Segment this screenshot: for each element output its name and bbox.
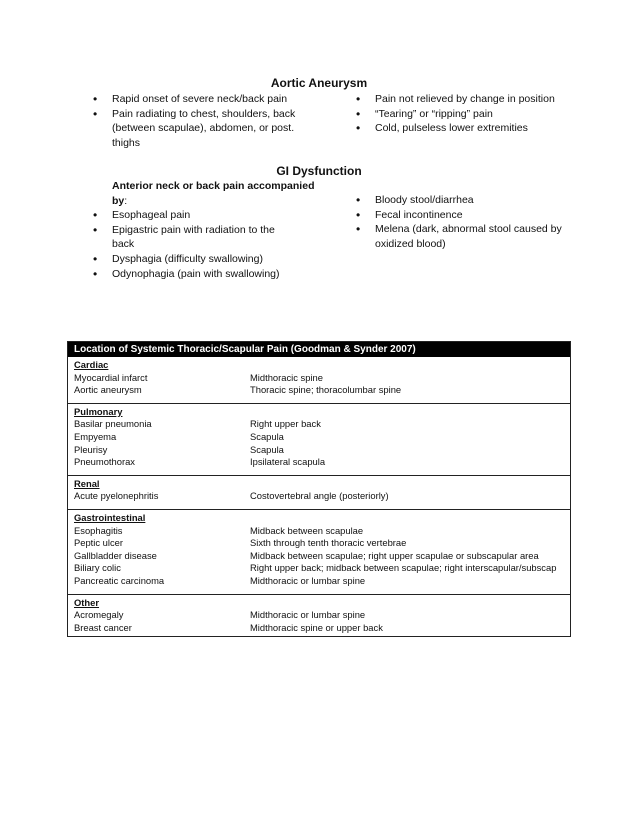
group-title: Gastrointestinal	[74, 511, 146, 523]
aortic-right-list	[356, 92, 571, 136]
group-title: Other	[74, 596, 100, 608]
table-row: Esophagitis Midback between scapulae	[74, 524, 364, 536]
list-item: • Fecal incontinence	[356, 208, 571, 223]
list-item: • Rapid onset of severe neck/back pain	[93, 92, 311, 107]
aortic-left-list	[93, 92, 311, 150]
table-row: Basilar pneumonia Right upper back	[74, 418, 321, 430]
list-item: • “Tearing” or “ripping” pain	[356, 107, 571, 122]
list-item: • Pain not relieved by change in position	[356, 92, 571, 107]
list-item: • Cold, pulseless lower extremities	[356, 121, 571, 136]
group-pulmonary	[68, 404, 570, 476]
table-title: Location of Systemic Thoracic/Scapular Pain (Goodman & Synder 2007)	[68, 342, 570, 357]
list-item: • Dysphagia (difficulty swallowing)	[93, 252, 298, 267]
table-row: Acute pyelonephritis Costovertebral angle (posteriorly)	[74, 490, 389, 502]
table-row: Breast cancer Midthoracic spine or upper back	[74, 621, 383, 633]
list-item: • Odynophagia (pain with swallowing)	[93, 267, 298, 282]
table-row: Empyema Scapula	[74, 430, 284, 442]
list-item: • Melena (dark, abnormal stool caused by oxidized blood)	[356, 222, 571, 251]
aortic-aneurysm-heading: Aortic Aneurysm	[270, 76, 368, 90]
table-row: Acromegaly Midthoracic or lumbar spine	[74, 609, 366, 621]
list-item: • Epigastric pain with radiation to the back	[93, 223, 298, 252]
group-title: Cardiac	[74, 359, 109, 370]
list-item: • Bloody stool/diarrhea	[356, 193, 571, 208]
table-row: Biliary colic Right upper back; midback between scapulae; right interscapular/subscap	[74, 562, 557, 574]
table-row: Aortic aneurysm Thoracic spine; thoracolumbar spine	[74, 384, 402, 396]
table-row: Pleurisy Scapula	[74, 443, 284, 455]
group-gastrointestinal	[68, 510, 570, 595]
list-item: • Pain radiating to chest, shoulders, back (between scapulae), abdomen, or post. thighs	[93, 107, 311, 151]
table-row: Peptic ulcer Sixth through tenth thoracic vertebrae	[74, 537, 407, 549]
group-renal	[68, 476, 570, 510]
gi-subhead: Anterior neck or back pain accompanied by:	[112, 180, 315, 207]
table-row: Gallbladder disease Midback between scapulae; right upper scapulae or subscapular area	[74, 549, 539, 561]
gi-left-list	[93, 179, 323, 281]
table-row: Pancreatic carcinoma Midthoracic or lumbar spine	[74, 574, 366, 586]
list-item: • Esophageal pain	[93, 208, 298, 223]
group-title: Renal	[74, 477, 100, 489]
group-title: Pulmonary	[74, 405, 123, 417]
gi-dysfunction-heading: GI Dysfunction	[276, 164, 362, 178]
group-cardiac	[68, 357, 570, 404]
gi-right-list	[356, 193, 571, 251]
table-row: Pneumothorax Ipsilateral scapula	[74, 456, 326, 468]
thoracic-scapular-pain-table	[67, 341, 571, 637]
group-other	[68, 595, 570, 637]
table-row: Myocardial infarct Midthoracic spine	[74, 371, 323, 383]
